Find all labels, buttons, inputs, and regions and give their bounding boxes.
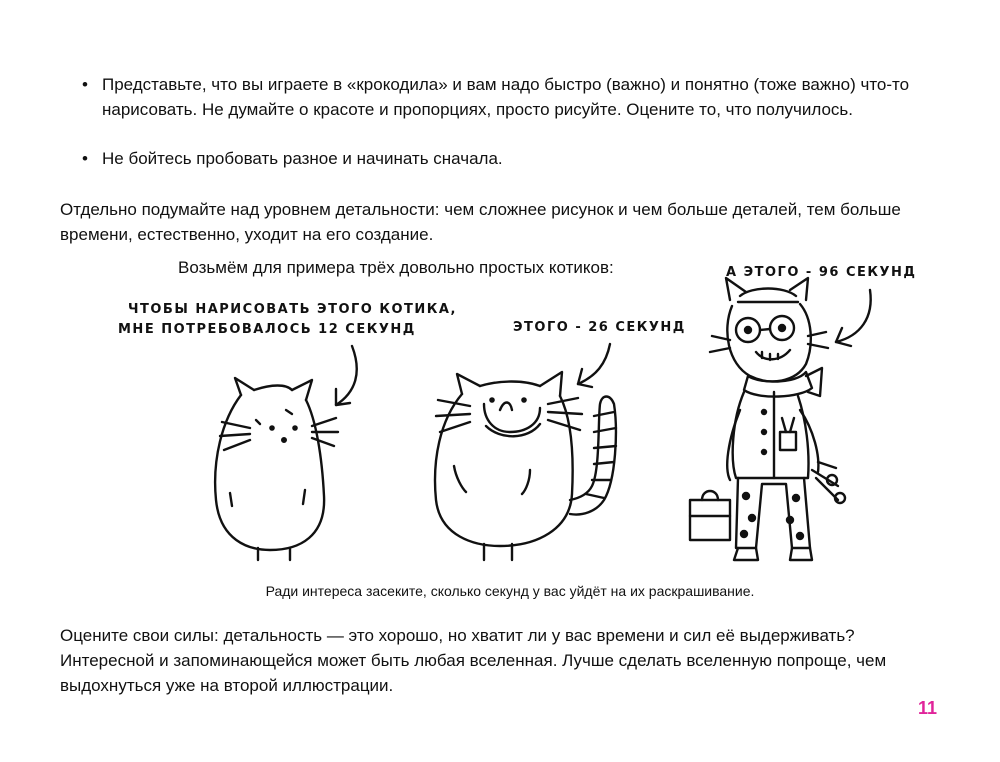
cat1-note-line1: ЧТОБЫ НАРИСОВАТЬ ЭТОГО КОТИКА, (128, 302, 457, 317)
cats-intro: Возьмём для примера трёх довольно простых котиков: (178, 258, 614, 277)
bullet-text: Не бойтесь пробовать разное и начинать сначала. (102, 149, 503, 168)
cat3-note: А ЭТОГО - 96 СЕКУНД (726, 265, 917, 280)
paragraph-effort: Оцените свои силы: детальность — это хорошо, но хватит ли у вас времени и сил её выдерживать? Интересной и запоминающейся может быть любая вселенная. Лучше сделать вселенную попроще, чем выдохнуться уже на второй иллюстрации. (60, 626, 887, 695)
page-number: 11 (918, 698, 938, 718)
arrow-icon (336, 346, 357, 405)
illustration-caption: Ради интереса засеките, сколько секунд у вас уйдёт на их раскрашивание. (265, 583, 755, 599)
cat-detailed (690, 278, 845, 560)
cat2-note: ЭТОГО - 26 СЕКУНД (513, 320, 686, 335)
paragraph-detail-level: Отдельно подумайте над уровнем детальности: чем сложнее рисунок и чем больше деталей, тем больше времени, естественно, уходит на его создание. (60, 200, 901, 244)
cat1-note-line2: МНЕ ПОТРЕБОВАЛОСЬ 12 СЕКУНД (118, 322, 416, 337)
arrow-icon (578, 344, 610, 387)
arrow-icon (836, 290, 871, 346)
cat-simple (215, 378, 338, 560)
bullet-marker: • (82, 149, 88, 168)
cat-medium (435, 372, 616, 560)
bullet-marker: • (82, 75, 88, 94)
bullet-text: Представьте, что вы играете в «крокодила» и вам надо быстро (важно) и понятно (тоже важно) что-то нарисовать. Не думайте о красоте и пропорциях, просто рисуйте. Оцените то, что получилось. (102, 75, 910, 119)
